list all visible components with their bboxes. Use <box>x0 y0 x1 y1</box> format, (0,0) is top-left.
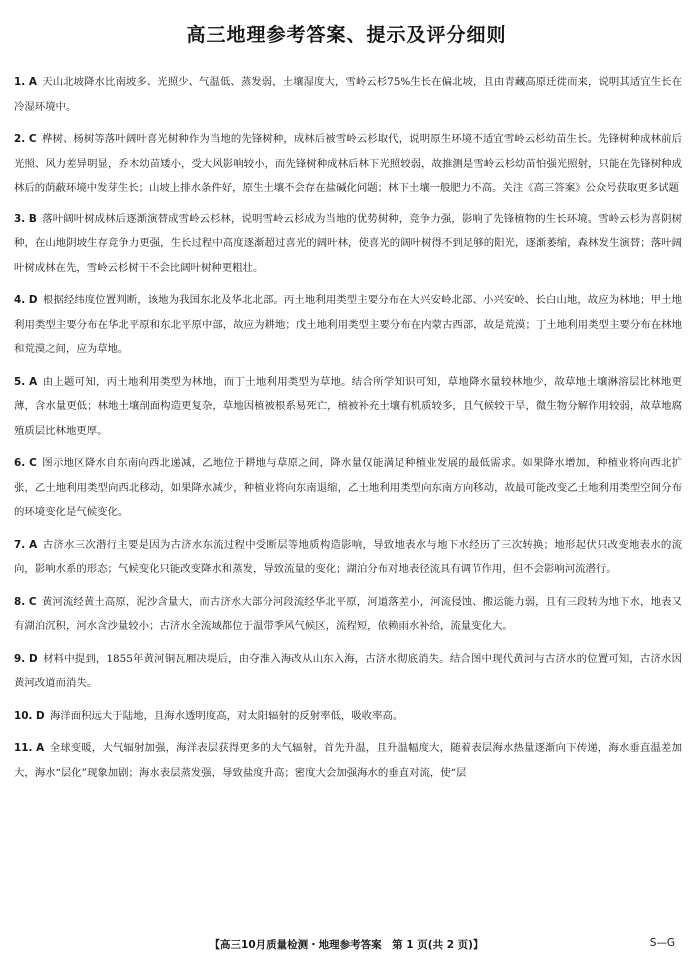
answer-number: 6. C <box>14 457 37 469</box>
answer-item-4 <box>14 288 682 362</box>
answer-item-10 <box>14 704 682 729</box>
answer-text: 图示地区降水自东南向西北递减，乙地位于耕地与草原之间，降水量仅能满足种植业发展的最低需求。如果降水增加，种植业将向西北扩张，乙土地利用类型向西北移动，如果降水减少，种植业将向东南退缩，乙土地利用类型向东南方向移动，故最可能改变乙土地利用类型空间分布的环境变化是气候变化。 <box>14 457 683 518</box>
answer-text: 桦树、杨树等落叶阔叶喜光树种作为当地的先锋树种，成林后被雪岭云杉取代，说明原生环境不适宜雪岭云杉幼苗生长。先锋树种成林前后光照、风力差异明显，乔木幼苗矮小，受大风影响较小，而先锋树种成林后林下光照较弱，故推测是雪岭云杉幼苗怕强光照射，只能在先锋树种成林后的荫蔽环境中发芽生长；山坡上排水条件好，原生土壤不会存在盐碱化问题；林下土壤一般肥力不高。关注《高三答案》公众号获取更多试题 <box>14 133 683 194</box>
answer-text: 根据经纬度位置判断，该地为我国东北及华北北部。丙土地利用类型主要分布在大兴安岭北部、小兴安岭、长白山地，故应为林地；甲土地利用类型主要分布在华北平原和东北平原中部，故应为耕地；戊土地利用类型主要分布在内蒙古西部，故是荒漠；丁土地利用类型主要分布在林地和荒漠之间，应为草地。 <box>14 294 682 355</box>
answer-number: 10. D <box>14 709 45 722</box>
answer-number: 5. A <box>14 375 38 388</box>
answer-item-5 <box>14 370 682 444</box>
answer-item-7 <box>14 533 682 582</box>
answer-item-2 <box>14 127 682 201</box>
answer-text: 天山北坡降水比南坡多、光照少、气温低、蒸发弱，土壤湿度大，雪岭云杉75%生长在偏北坡，且由青藏高原迁徙而来，说明其适宜生长在冷湿环境中。 <box>14 76 682 113</box>
answer-number: 2. C <box>14 133 37 145</box>
answer-text: 材料中提到，1855年黄河铜瓦厢决堤后，由夺淮入海改从山东入海，古济水彻底消失。结合图中现代黄河与古济水的位置可知，古济水因黄河改道而消失。 <box>14 652 683 689</box>
footer-title: 【高三10月质量检测・地理参考答案 第 1 页(共 2 页)】 <box>209 939 484 951</box>
answer-text: 古济水三次潜行主要是因为古济水东流过程中受断层等地质构造影响，导致地表水与地下水经历了三次转换；地形起伏只改变地表水的流向，影响水系的形态；气候变化只能改变降水和蒸发，导致流量的变化；湖泊分布对地表径流具有调节作用，但不会影响河流潜行。 <box>14 538 682 575</box>
footer-code: S—G <box>649 937 675 949</box>
answer-text: 由上题可知，丙土地利用类型为林地，而丁土地利用类型为草地。结合所学知识可知，草地降水量较林地少，故草地土壤淋溶层比林地更薄，含水量更低；林地土壤剖面构造更复杂，草地因植被根系易死亡，植被补充土壤有机质较多，且气候较干旱，微生物分解作用较弱，故草地腐殖质层比林地更厚。 <box>14 375 682 437</box>
answer-text: 落叶阔叶树成林后逐渐演替成雪岭云杉林，说明雪岭云杉成为当地的优势树种，竞争力强，影响了先锋植物的生长环境。雪岭云杉为喜阴树种，在山地阴坡生存竞争力更强，生长过程中高度逐渐超过喜光的阔叶林，使喜光的阔叶树得不到足够的阳光，逐渐萎缩，森林发生演替；落叶阔叶树成林在先，雪岭云杉树干不会比阔叶树种更粗壮。 <box>14 212 682 274</box>
answer-number: 3. B <box>14 212 37 225</box>
answer-number: 4. D <box>14 294 38 306</box>
answer-number: 1. A <box>14 76 37 88</box>
answer-item-11 <box>14 736 682 785</box>
answer-item-1 <box>14 70 682 119</box>
answer-number: 7. A <box>14 538 38 551</box>
page-title: 高三地理参考答案、提示及评分细则 <box>186 24 507 46</box>
answer-number: 9. D <box>14 652 38 665</box>
answer-item-9 <box>14 647 682 696</box>
answer-list <box>14 70 682 793</box>
answer-text: 海洋面积远大于陆地，且海水透明度高，对太阳辐射的反射率低，吸收率高。 <box>49 709 404 722</box>
answer-item-8 <box>14 590 682 639</box>
answer-number: 11. A <box>14 742 45 754</box>
page-footer <box>0 935 693 955</box>
answer-text: 黄河流经黄土高原，泥沙含量大，而古济水大部分河段流经华北平原，河道落差小，河流侵蚀、搬运能力弱，且有三段转为地下水，地表又有湖泊沉积，河水含沙量较小；古济水全流域都位于温带季风气候区，流程短，依赖雨水补给，流量变化大。 <box>14 595 683 632</box>
answer-item-6 <box>14 451 682 525</box>
answer-item-3 <box>14 207 682 281</box>
answer-text: 全球变暖，大气辐射加强，海洋表层获得更多的大气辐射，首先升温，且升温幅度大，随着表层海水热量逐渐向下传递，海水垂直温差加大，海水“层化”现象加剧；海水表层蒸发强，导致盐度升高；密度大会加强海水的垂直对流，使“层 <box>14 742 682 779</box>
answer-number: 8. C <box>14 595 37 608</box>
